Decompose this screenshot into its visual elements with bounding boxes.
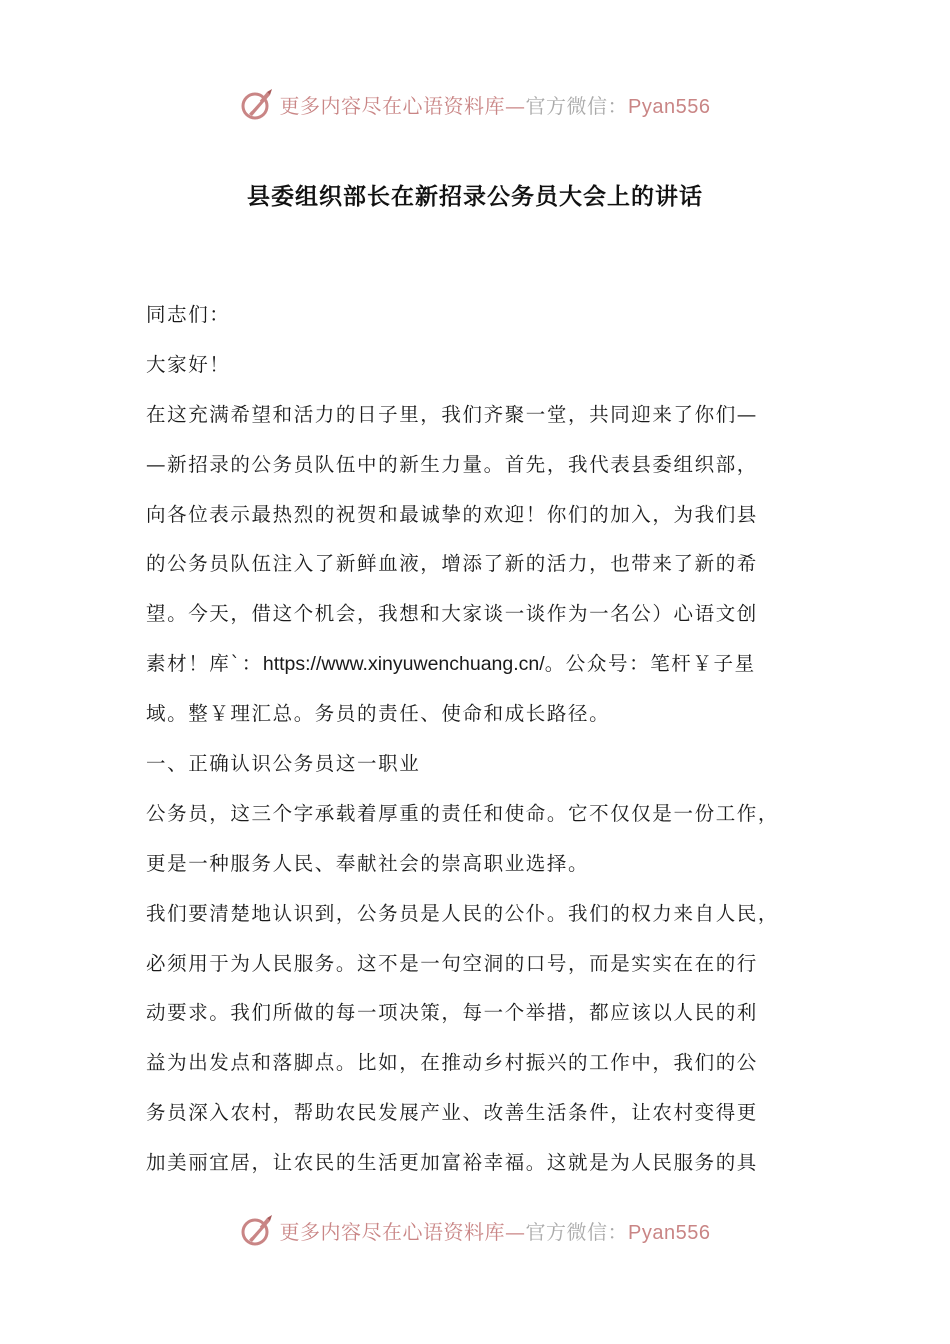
document-title: 县委组织部长在新招录公务员大会上的讲话 [247, 184, 703, 210]
quill-pen-logo-icon [240, 87, 274, 121]
body-line: 域。整￥理汇总。务员的责任、使命和成长路径。 [146, 702, 611, 726]
watermark-wechat-id: Pyan556 [628, 95, 711, 118]
document-body [146, 290, 818, 1188]
quill-pen-logo-icon [240, 1213, 274, 1247]
watermark-wechat-id: Pyan556 [628, 1221, 711, 1244]
body-line: 加美丽宜居，让农民的生活更加富裕幸福。这就是为人民服务的具 [146, 1151, 758, 1175]
header-watermark [0, 82, 950, 126]
body-line: 益为出发点和落脚点。比如，在推动乡村振兴的工作中，我们的公 [146, 1051, 758, 1075]
watermark-brand: 更多内容尽在心语资料库— [279, 93, 526, 118]
watermark-brand: 更多内容尽在心语资料库— [279, 1219, 526, 1244]
body-line: 望。今天，借这个机会，我想和大家谈一谈作为一名公）心语文创 [146, 602, 758, 626]
body-line: 同志们： [146, 303, 231, 326]
body-line: 向各位表示最热烈的祝贺和最诚挚的欢迎！你们的加入，为我们县 [146, 502, 758, 526]
body-line: 我们要清楚地认识到，公务员是人民的公仆。我们的权力来自人民， [146, 901, 780, 925]
watermark-wechat-label: 官方微信： [525, 93, 629, 118]
url-line-prefix: 素材！库`： [146, 652, 263, 676]
body-line: 动要求。我们所做的每一项决策，每一个举措，都应该以人民的利 [146, 1001, 758, 1025]
watermark-text [280, 90, 711, 119]
body-line: 务员深入农村，帮助农民发展产业、改善生活条件，让农村变得更 [146, 1101, 758, 1125]
body-line: 必须用于为人民服务。这不是一句空洞的口号，而是实实在在的行 [146, 951, 758, 975]
url-line-suffix: 。公众号：笔杆￥子星 [544, 652, 756, 676]
body-line: 更是一种服务人民、奉献社会的崇高职业选择。 [146, 851, 590, 875]
body-line: 大家好！ [146, 352, 231, 376]
body-line: 在这充满希望和活力的日子里，我们齐聚一堂，共同迎来了你们— [146, 402, 758, 426]
body-line: 公务员，这三个字承载着厚重的责任和使命。它不仅仅是一份工作， [146, 801, 780, 825]
body-line: 一、正确认识公务员这一职业 [146, 752, 421, 776]
footer-watermark [0, 1208, 950, 1252]
body-line: 的公务员队伍注入了新鲜血液，增添了新的活力，也带来了新的希 [146, 552, 758, 576]
body-line: —新招录的公务员队伍中的新生力量。首先，我代表县委组织部， [146, 452, 758, 476]
watermark-text [280, 1216, 711, 1245]
watermark-wechat-label: 官方微信： [525, 1219, 629, 1244]
website-link[interactable]: https://www.xinyuwenchuang.cn/ [262, 653, 545, 676]
body-line [146, 639, 818, 689]
